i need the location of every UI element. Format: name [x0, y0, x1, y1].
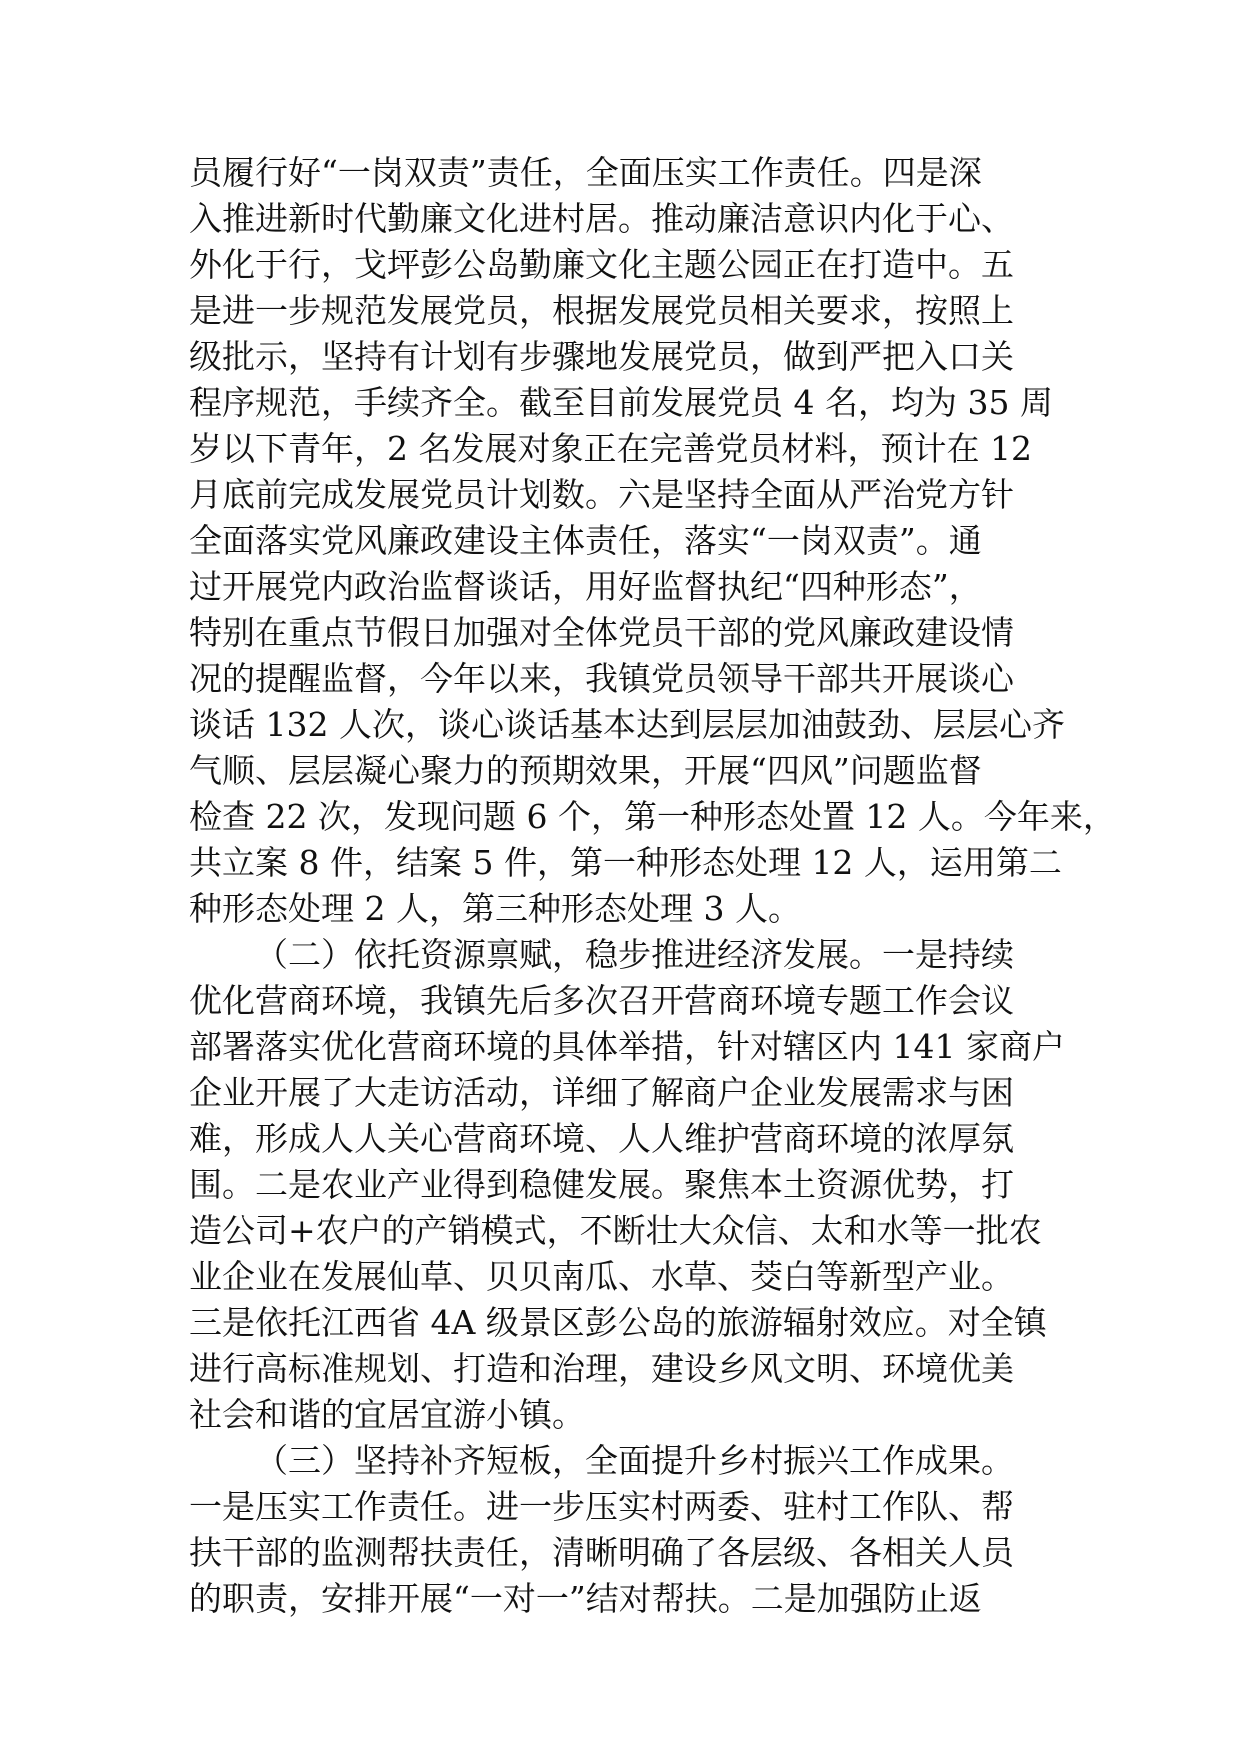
text-line: 特别在重点节假日加强对全体党员干部的党风廉政建设情 — [189, 613, 1014, 652]
section-heading-line: （二）依托资源禀赋，稳步推进经济发展。一是持续 — [255, 935, 1014, 974]
text-line: 难，形成人人关心营商环境、人人维护营商环境的浓厚氛 — [189, 1119, 1014, 1158]
text-line: 月底前完成发展党员计划数。六是坚持全面从严治党方针 — [189, 475, 1014, 514]
text-line: 全面落实党风廉政建设主体责任，落实“一岗双责”。通 — [189, 521, 982, 560]
text-line: 级批示，坚持有计划有步骤地发展党员，做到严把入口关 — [189, 337, 1014, 376]
text-line: 围。二是农业产业得到稳健发展。聚焦本土资源优势，打 — [189, 1165, 1014, 1204]
text-line: 社会和谐的宜居宜游小镇。 — [189, 1395, 585, 1434]
text-line: 的职责，安排开展“一对一”结对帮扶。二是加强防止返 — [189, 1579, 982, 1618]
text-line: 员履行好“一岗双责”责任，全面压实工作责任。四是深 — [189, 153, 982, 192]
text-line: 过开展党内政治监督谈话，用好监督执纪“四种形态”， — [189, 567, 982, 606]
text-line: 入推进新时代勤廉文化进村居。推动廉洁意识内化于心、 — [189, 199, 1014, 238]
text-line: 扶干部的监测帮扶责任，清晰明确了各层级、各相关人员 — [189, 1533, 1014, 1572]
text-line: 气顺、层层凝心聚力的预期效果，开展“四风”问题监督 — [189, 751, 982, 790]
text-line: 是进一步规范发展党员，根据发展党员相关要求，按照上 — [189, 291, 1014, 330]
text-line: 种形态处理 2 人，第三种形态处理 3 人。 — [189, 889, 801, 928]
text-line: 三是依托江西省 4A 级景区彭公岛的旅游辐射效应。对全镇 — [189, 1303, 1047, 1342]
text-line: 企业开展了大走访活动，详细了解商户企业发展需求与困 — [189, 1073, 1014, 1112]
text-line: 部署落实优化营商环境的具体举措，针对辖区内 141 家商户 — [189, 1027, 1065, 1066]
text-line: 进行高标准规划、打造和治理，建设乡风文明、环境优美 — [189, 1349, 1014, 1388]
text-line: 岁以下青年，2 名发展对象正在完善党员材料，预计在 12 — [189, 429, 1032, 468]
text-line: 业企业在发展仙草、贝贝南瓜、水草、茭白等新型产业。 — [189, 1257, 1014, 1296]
text-line: 优化营商环境，我镇先后多次召开营商环境专题工作会议 — [189, 981, 1014, 1020]
text-line: 谈话 132 人次，谈心谈话基本达到层层加油鼓劲、层层心齐 — [189, 705, 1065, 744]
text-line: 造公司+农户的产销模式，不断壮大众信、太和水等一批农 — [189, 1211, 1042, 1250]
text-line: 况的提醒监督，今年以来，我镇党员领导干部共开展谈心 — [189, 659, 1014, 698]
text-line: 共立案 8 件，结案 5 件，第一种形态处理 12 人，运用第二 — [189, 843, 1062, 882]
text-line: 外化于行，戈坪彭公岛勤廉文化主题公园正在打造中。五 — [189, 245, 1014, 284]
text-line: 检查 22 次，发现问题 6 个，第一种形态处置 12 人。今年来， — [189, 797, 1116, 836]
section-heading-line: （三）坚持补齐短板，全面提升乡村振兴工作成果。 — [255, 1441, 1014, 1480]
document-body — [189, 150, 1116, 1622]
text-line: 一是压实工作责任。进一步压实村两委、驻村工作队、帮 — [189, 1487, 1014, 1526]
text-line: 程序规范，手续齐全。截至目前发展党员 4 名，均为 35 周 — [189, 383, 1053, 422]
